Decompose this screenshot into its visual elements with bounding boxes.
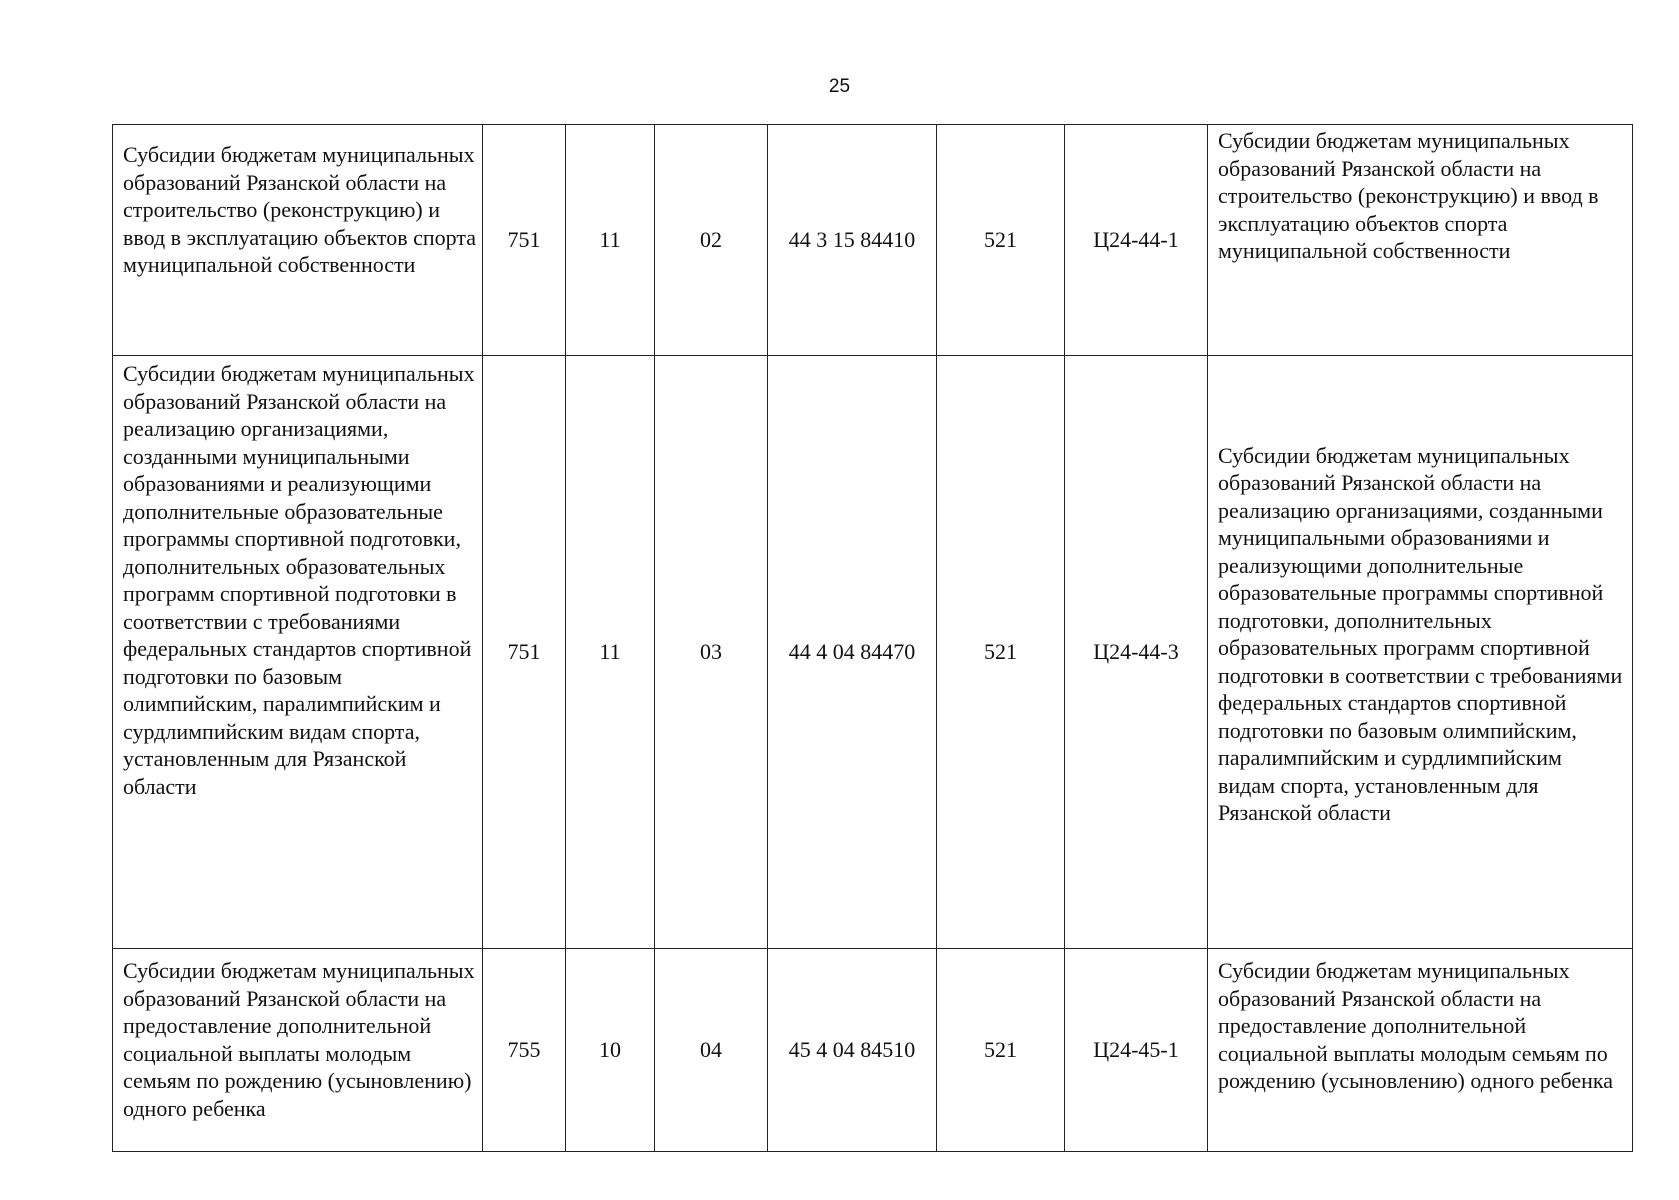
row-code-1: 751 (483, 125, 566, 356)
table-row (113, 949, 1633, 1152)
row-expense-type: 521 (937, 949, 1065, 1152)
row-note: Субсидии бюджетам муниципальных образований Рязанской области на реализацию организациями, созданными муниципальными образованиями и реализующими дополнительные образовательные программы спортивной подготовки, дополнительных образовательных программ спортивной подготовки в соответствии с требованиями федеральных стандартов спортивной подготовки по базовым олимпийским, паралимпийским и сурдлимпийским видам спорта, установленным для Рязанской области (1208, 356, 1633, 949)
row-code-2: 10 (566, 949, 655, 1152)
row-code-id: Ц24-44-3 (1065, 356, 1208, 949)
row-target-article: 44 3 15 84410 (768, 125, 937, 356)
table-row (113, 125, 1633, 356)
row-description: Субсидии бюджетам муниципальных образований Рязанской области на реализацию организациями, созданными муниципальными образованиями и реализующими дополнительные образовательные программы спортивной подготовки, дополнительных образовательных программ спортивной подготовки в соответствии с требованиями федеральных стандартов спортивной подготовки по базовым олимпийским, паралимпийским и сурдлимпийским видам спорта, установленным для Рязанской области (113, 356, 483, 949)
row-note: Субсидии бюджетам муниципальных образований Рязанской области на предоставление дополнительной социальной выплаты молодым семьям по рождению (усыновлению) одного ребенка (1208, 949, 1633, 1152)
row-note: Субсидии бюджетам муниципальных образований Рязанской области на строительство (реконструкцию) и ввод в эксплуатацию объектов спорта муниципальной собственности (1208, 125, 1633, 356)
row-description: Субсидии бюджетам муниципальных образований Рязанской области на строительство (реконструкцию) и ввод в эксплуатацию объектов спорта муниципальной собственности (113, 125, 483, 356)
row-code-2: 11 (566, 125, 655, 356)
row-expense-type: 521 (937, 356, 1065, 949)
row-code-3: 03 (655, 356, 768, 949)
row-code-3: 04 (655, 949, 768, 1152)
budget-table (112, 124, 1633, 1152)
row-code-id: Ц24-45-1 (1065, 949, 1208, 1152)
row-code-id: Ц24-44-1 (1065, 125, 1208, 356)
page-number: 25 (828, 76, 851, 97)
row-code-1: 751 (483, 356, 566, 949)
row-target-article: 44 4 04 84470 (768, 356, 937, 949)
row-code-2: 11 (566, 356, 655, 949)
row-code-1: 755 (483, 949, 566, 1152)
row-description: Субсидии бюджетам муниципальных образований Рязанской области на предоставление дополнительной социальной выплаты молодым семьям по рождению (усыновлению) одного ребенка (113, 949, 483, 1152)
row-expense-type: 521 (937, 125, 1065, 356)
table-row (113, 356, 1633, 949)
row-target-article: 45 4 04 84510 (768, 949, 937, 1152)
row-code-3: 02 (655, 125, 768, 356)
